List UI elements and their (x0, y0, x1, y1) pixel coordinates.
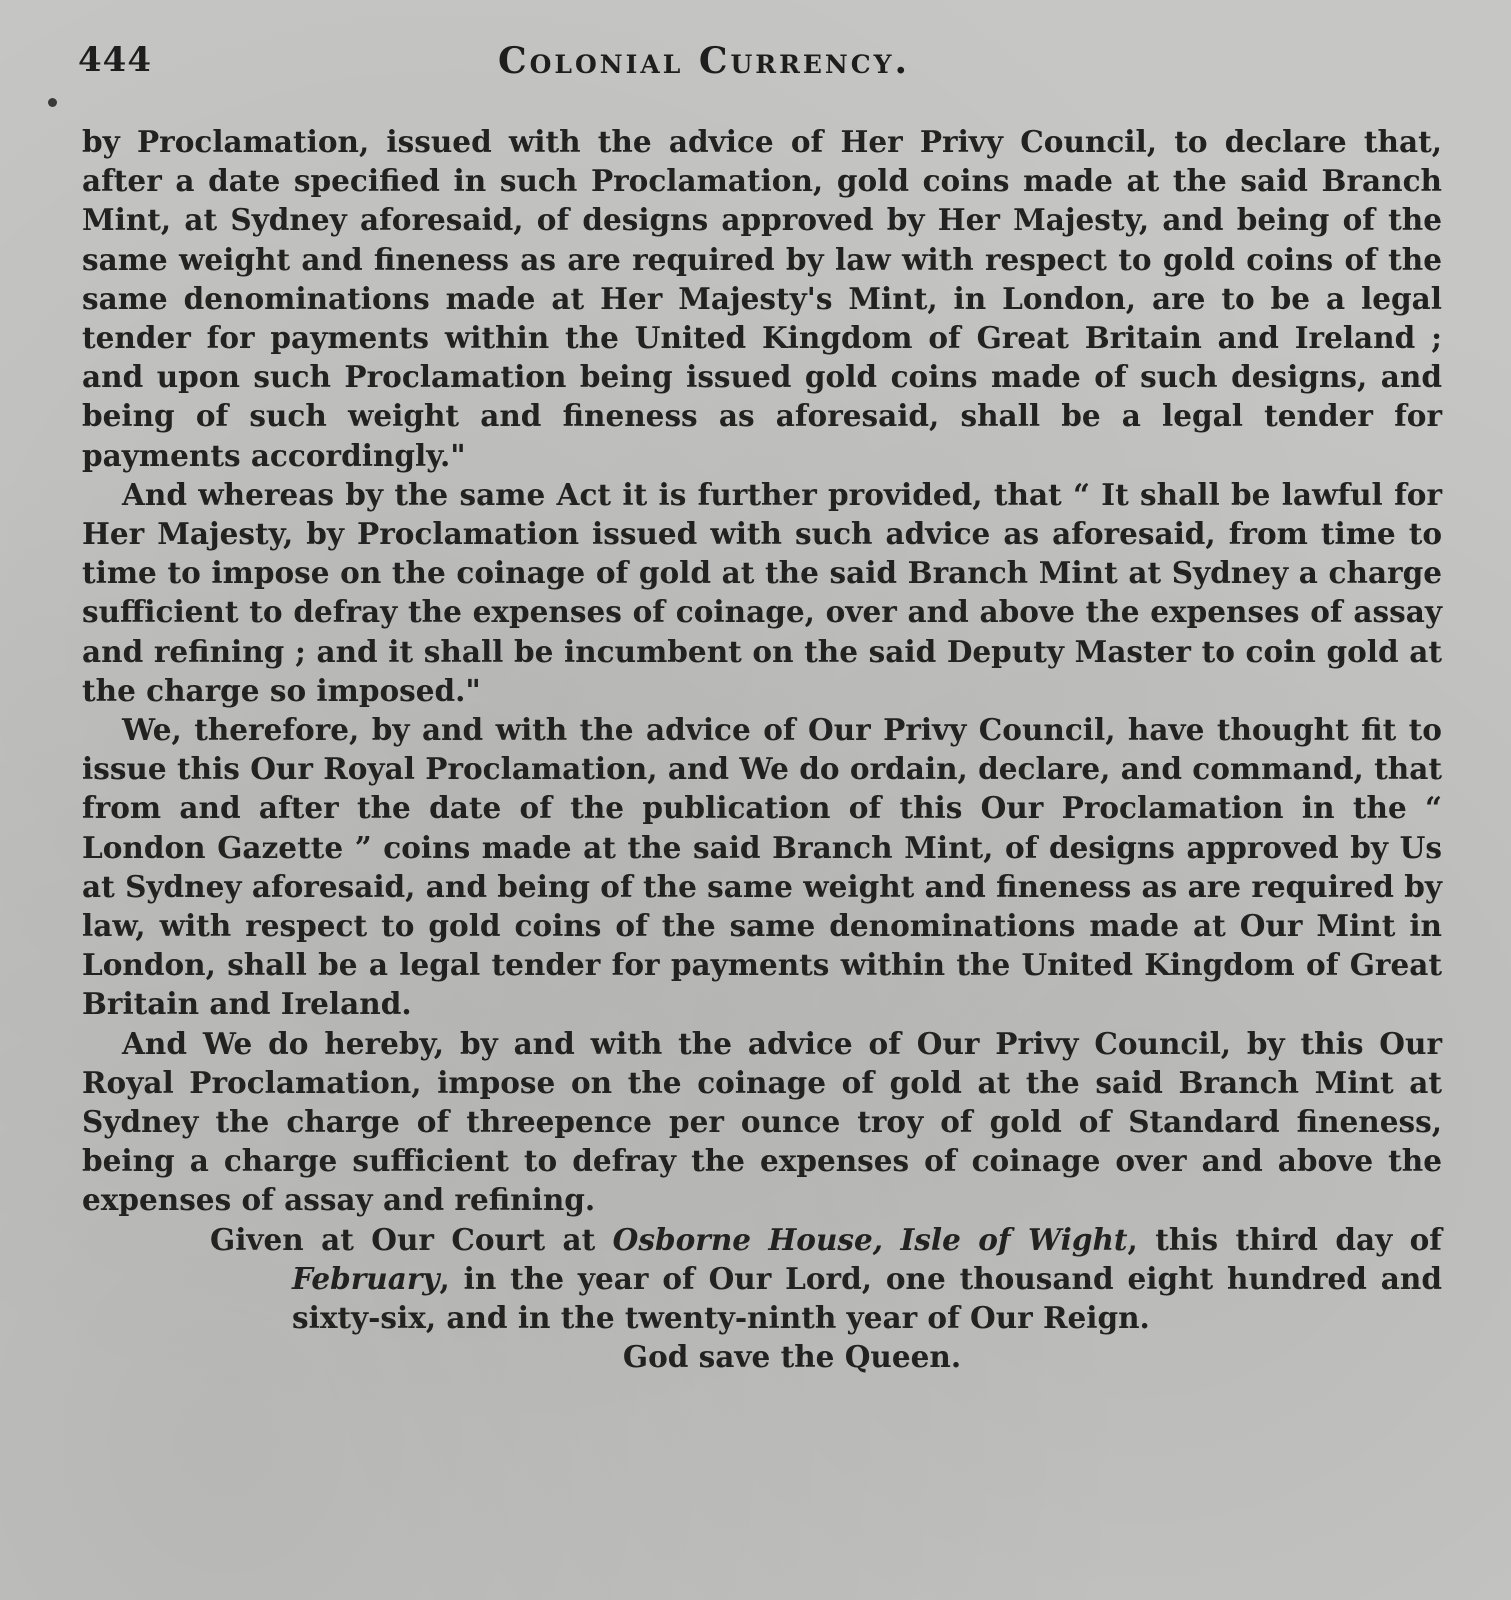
given-month: February (292, 1260, 440, 1296)
closing-line: God save the Queen. (622, 1339, 962, 1375)
ink-smudge (48, 98, 57, 107)
running-head (78, 40, 1458, 90)
paragraph-continued: by Proclamation, issued with the advice of Her Privy Council, to declare that, after a date specified in such Proclamation, gold coins made at the said Branch Mint, at Sydney aforesaid, of designs approved by Her Majesty, and being of the same weight and fineness as are required by law with respect to gold coins of the same denominations made at Her Majesty's Mint, in London, are to be a legal tender for payments within the United Kingdom of Great Britain and Ireland ; and upon such Proclamation being issued gold coins made of such designs, and being of such weight and fineness as aforesaid, shall be a legal tender for payments accordingly." (82, 124, 1442, 473)
body-text (82, 122, 1442, 1377)
given-text-3: , in the year of Our Lord, one thousand eight hundred and sixty-six, and in the twenty-ninth year of Our Reign. (292, 1260, 1442, 1336)
paragraph-whereas: And whereas by the same Act it is further provided, that “ It shall be lawful for Her Majesty, by Proclamation issued with such advice as aforesaid, from time to time to impose on the coinage of gold at the said Branch Mint at Sydney a charge sufficient to defray the expenses of coinage, over and above the expenses of assay and refining ; and it shall be incumbent on the said Deputy Master to coin gold at the charge so imposed." (82, 476, 1442, 708)
page-number: 444 (78, 40, 152, 80)
given-at-court (82, 1220, 1442, 1338)
given-place: Osborne House, Isle of Wight (612, 1221, 1128, 1257)
page-title: Colonial Currency. (498, 40, 911, 82)
given-text-1: Given at Our Court at (210, 1221, 613, 1257)
given-text-2: , this third day of (1127, 1221, 1442, 1257)
paragraph-therefore: We, therefore, by and with the advice of Our Privy Council, have thought fit to issue this Our Royal Proclamation, and We do ordain, declare, and command, that from and after the date of the publication of this Our Proclamation in the “ London Gazette ” coins made at the said Branch Mint, of designs approved by Us at Sydney aforesaid, and being of the same weight and fineness as are required by law, with respect to gold coins of the same denominations made at Our Mint in London, shall be a legal tender for payments within the United Kingdom of Great Britain and Ireland. (82, 712, 1442, 1022)
paragraph-impose-charge: And We do hereby, by and with the advice of Our Privy Council, by this Our Royal Proclamation, impose on the coinage of gold at the said Branch Mint at Sydney the charge of threepence per ounce troy of gold of Standard fineness, being a charge sufficient to defray the expenses of coinage over and above the expenses of assay and refining. (82, 1025, 1442, 1218)
